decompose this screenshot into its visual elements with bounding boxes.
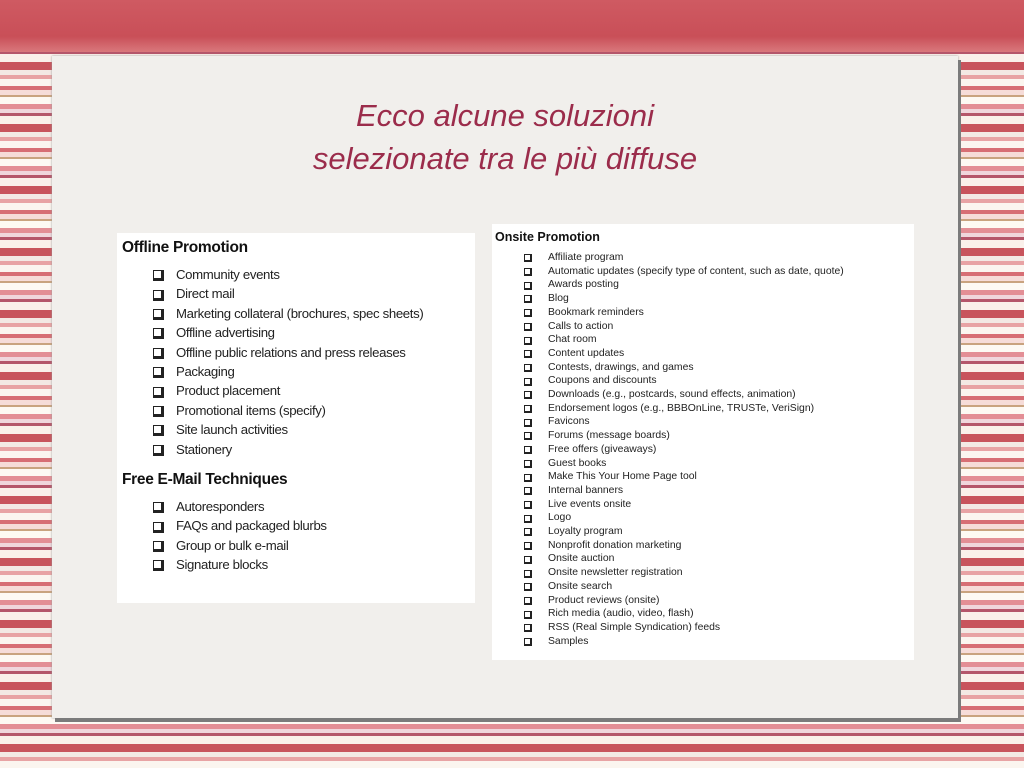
list-item-label: Offline public relations and press releases — [176, 344, 406, 360]
left-scan-panel — [117, 233, 475, 603]
list-item-label: Coupons and discounts — [548, 375, 657, 387]
email-techniques-list — [153, 497, 475, 575]
checkbox-icon — [524, 337, 531, 344]
checkbox-icon — [524, 611, 531, 618]
list-item-label: Loyalty program — [548, 526, 623, 538]
list-item — [524, 635, 914, 649]
list-item — [524, 251, 914, 265]
list-item — [524, 607, 914, 621]
list-item — [524, 594, 914, 608]
list-item — [153, 497, 475, 516]
list-item — [524, 402, 914, 416]
checkbox-icon — [524, 515, 531, 522]
list-item-label: Product placement — [176, 383, 281, 399]
list-item-label: Onsite search — [548, 580, 613, 592]
list-item — [153, 323, 475, 342]
list-item-label: Favicons — [548, 416, 590, 428]
checkbox-icon — [524, 350, 531, 357]
checkbox-icon — [153, 270, 162, 279]
list-item-label: Chat room — [548, 334, 597, 346]
list-item-label: Onsite newsletter registration — [548, 567, 683, 579]
email-techniques-heading: Free E-Mail Techniques — [122, 471, 288, 489]
checkbox-icon — [524, 391, 531, 398]
list-item-label: Logo — [548, 512, 572, 524]
checkbox-icon — [153, 290, 162, 299]
list-item-label: Guest books — [548, 457, 607, 469]
list-item-label: Signature blocks — [176, 557, 268, 573]
list-item — [524, 278, 914, 292]
list-item-label: Content updates — [548, 347, 625, 359]
slide-title-line-1: Ecco alcune soluzioni — [355, 98, 655, 133]
onsite-promotion-list — [524, 251, 914, 648]
slide-title-line-2: selezionate tra le più diffuse — [312, 141, 698, 176]
list-item — [524, 566, 914, 580]
list-item — [524, 525, 914, 539]
checkbox-icon — [153, 309, 162, 318]
checkbox-icon — [524, 570, 531, 577]
checkbox-icon — [153, 502, 162, 511]
checkbox-icon — [524, 638, 531, 645]
list-item — [524, 539, 914, 553]
list-item — [524, 443, 914, 457]
list-item-label: Forums (message boards) — [548, 430, 670, 442]
checkbox-icon — [524, 487, 531, 494]
checkbox-icon — [524, 282, 531, 289]
checkbox-icon — [153, 560, 162, 569]
slide — [52, 56, 958, 718]
checkbox-icon — [524, 432, 531, 439]
list-item-label: Make This Your Home Page tool — [548, 471, 697, 483]
offline-promotion-heading: Offline Promotion — [122, 239, 248, 256]
list-item — [524, 621, 914, 635]
list-item-label: Affiliate program — [548, 252, 624, 263]
checkbox-icon — [524, 501, 531, 508]
checkbox-icon — [153, 387, 162, 396]
checkbox-icon — [153, 367, 162, 376]
list-item — [524, 361, 914, 375]
list-item — [153, 284, 475, 303]
list-item — [524, 511, 914, 525]
list-item — [524, 580, 914, 594]
list-item-label: Internal banners — [548, 484, 624, 496]
list-item-label: Samples — [548, 635, 589, 647]
list-item — [153, 420, 475, 439]
list-item-label: Promotional items (specify) — [176, 402, 326, 418]
list-item-label: Downloads (e.g., postcards, sound effects, animation) — [548, 389, 796, 401]
checkbox-icon — [524, 528, 531, 535]
list-item-label: Onsite auction — [548, 553, 615, 565]
checkbox-icon — [153, 541, 162, 550]
list-item-label: Rich media (audio, video, flash) — [548, 608, 694, 620]
list-item — [153, 401, 475, 420]
checkbox-icon — [524, 405, 531, 412]
list-item-label: Offline advertising — [176, 325, 275, 341]
list-item — [524, 306, 914, 320]
checkbox-icon — [153, 406, 162, 415]
list-item — [153, 362, 475, 381]
list-item — [524, 498, 914, 512]
list-item — [524, 333, 914, 347]
onsite-promotion-heading: Onsite Promotion — [495, 230, 600, 244]
list-item-label: Marketing collateral (brochures, spec sheets) — [176, 305, 424, 321]
checkbox-icon — [524, 460, 531, 467]
list-item — [524, 429, 914, 443]
list-item-label: Blog — [548, 293, 569, 305]
list-item-label: Automatic updates (specify type of content, such as date, quote) — [548, 265, 844, 277]
checkbox-icon — [524, 309, 531, 316]
checkbox-icon — [153, 328, 162, 337]
checkbox-icon — [524, 474, 531, 481]
list-item-label: Awards posting — [548, 279, 619, 291]
list-item-label: Free offers (giveaways) — [548, 443, 657, 455]
checkbox-icon — [524, 624, 531, 631]
list-item — [524, 484, 914, 498]
list-item — [153, 265, 475, 284]
list-item — [524, 347, 914, 361]
right-scan-panel — [492, 224, 914, 660]
list-item-label: Bookmark reminders — [548, 306, 644, 318]
list-item-label: Live events onsite — [548, 498, 632, 510]
list-item-label: Stationery — [176, 441, 232, 457]
checkbox-icon — [524, 542, 531, 549]
list-item-label: Contests, drawings, and games — [548, 361, 694, 373]
list-item — [524, 457, 914, 471]
background-top-band — [0, 0, 1024, 52]
slide-title — [52, 94, 958, 180]
list-item-label: Autoresponders — [176, 499, 265, 515]
checkbox-icon — [153, 348, 162, 357]
list-item — [153, 440, 475, 459]
list-item — [524, 265, 914, 279]
list-item — [524, 470, 914, 484]
checkbox-icon — [153, 425, 162, 434]
checkbox-icon — [524, 419, 531, 426]
list-item — [524, 320, 914, 334]
checkbox-icon — [524, 378, 531, 385]
list-item-label: Calls to action — [548, 320, 614, 332]
checkbox-icon — [524, 268, 531, 275]
list-item — [153, 555, 475, 574]
list-item — [153, 343, 475, 362]
list-item-label: Site launch activities — [176, 422, 288, 438]
list-item-label: Nonprofit donation marketing — [548, 539, 682, 551]
offline-promotion-list — [153, 265, 475, 459]
list-item-label: Group or bulk e-mail — [176, 537, 289, 553]
checkbox-icon — [524, 254, 531, 261]
list-item-label: Packaging — [176, 364, 235, 380]
list-item — [524, 388, 914, 402]
checkbox-icon — [153, 522, 162, 531]
list-item-label: Community events — [176, 267, 280, 282]
list-item-label: FAQs and packaged blurbs — [176, 518, 327, 534]
list-item — [524, 415, 914, 429]
list-item — [153, 536, 475, 555]
checkbox-icon — [524, 583, 531, 590]
list-item — [153, 381, 475, 400]
checkbox-icon — [524, 597, 531, 604]
checkbox-icon — [524, 556, 531, 563]
checkbox-icon — [524, 446, 531, 453]
list-item — [153, 516, 475, 535]
list-item-label: Product reviews (onsite) — [548, 594, 660, 606]
list-item — [524, 552, 914, 566]
checkbox-icon — [524, 295, 531, 302]
list-item-label: Direct mail — [176, 286, 235, 302]
list-item-label: Endorsement logos (e.g., BBBOnLine, TRUSTe, VeriSign) — [548, 402, 815, 414]
list-item-label: RSS (Real Simple Syndication) feeds — [548, 621, 721, 633]
list-item — [153, 304, 475, 323]
checkbox-icon — [524, 364, 531, 371]
checkbox-icon — [153, 445, 162, 454]
list-item — [524, 374, 914, 388]
list-item — [524, 292, 914, 306]
checkbox-icon — [524, 323, 531, 330]
